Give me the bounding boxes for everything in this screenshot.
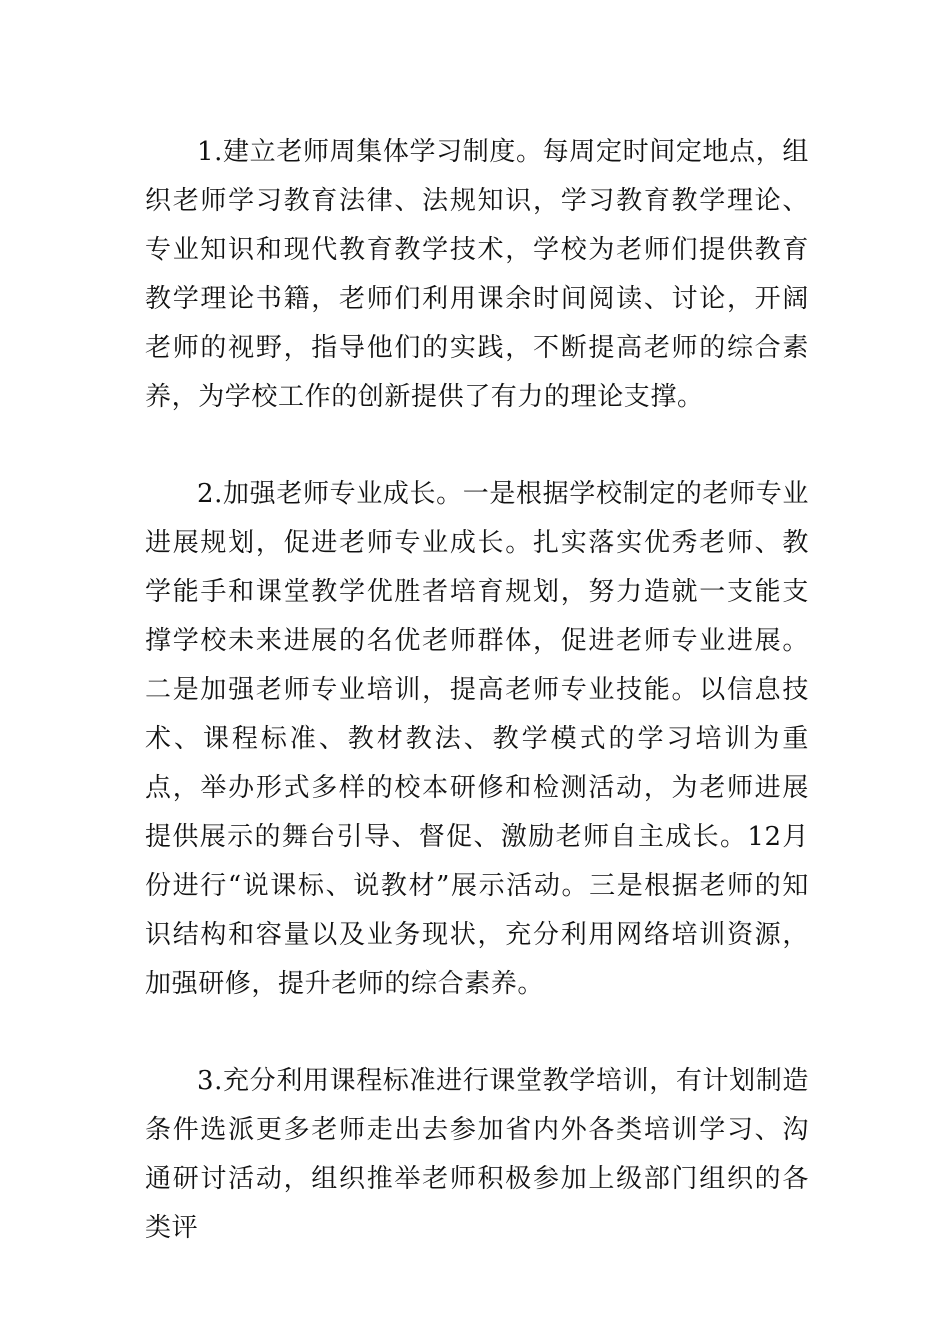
document-body <box>145 128 809 1253</box>
paragraph-2: 2.加强老师专业成长。一是根据学校制定的老师专业进展规划，促进老师专业成长。扎实落实优秀老师、教学能手和课堂教学优胜者培育规划，努力造就一支能支撑学校未来进展的名优老师群体，促进老师专业进展。二是加强老师专业培训，提高老师专业技能。以信息技术、课程标准、教材教法、教学模式的学习培训为重点，举办形式多样的校本研修和检测活动，为老师进展提供展示的舞台引导、督促、激励老师自主成长。12月份进行“说课标、说教材”展示活动。三是根据老师的知识结构和容量以及业务现状，充分利用网络培训资源，加强研修，提升老师的综合素养。 <box>145 479 809 999</box>
paragraph-3: 3.充分利用课程标准进行课堂教学培训，有计划制造条件选派更多老师走出去参加省内外各类培训学习、沟通研讨活动，组织推举老师积极参加上级部门组织的各类评 <box>145 1066 809 1243</box>
paragraph-1: 1.建立老师周集体学习制度。每周定时间定地点，组织老师学习教育法律、法规知识，学习教育教学理论、专业知识和现代教育教学技术，学校为老师们提供教育教学理论书籍，老师们利用课余时间阅读、讨论，开阔老师的视野，指导他们的实践，不断提高老师的综合素养，为学校工作的创新提供了有力的理论支撑。 <box>145 137 809 412</box>
